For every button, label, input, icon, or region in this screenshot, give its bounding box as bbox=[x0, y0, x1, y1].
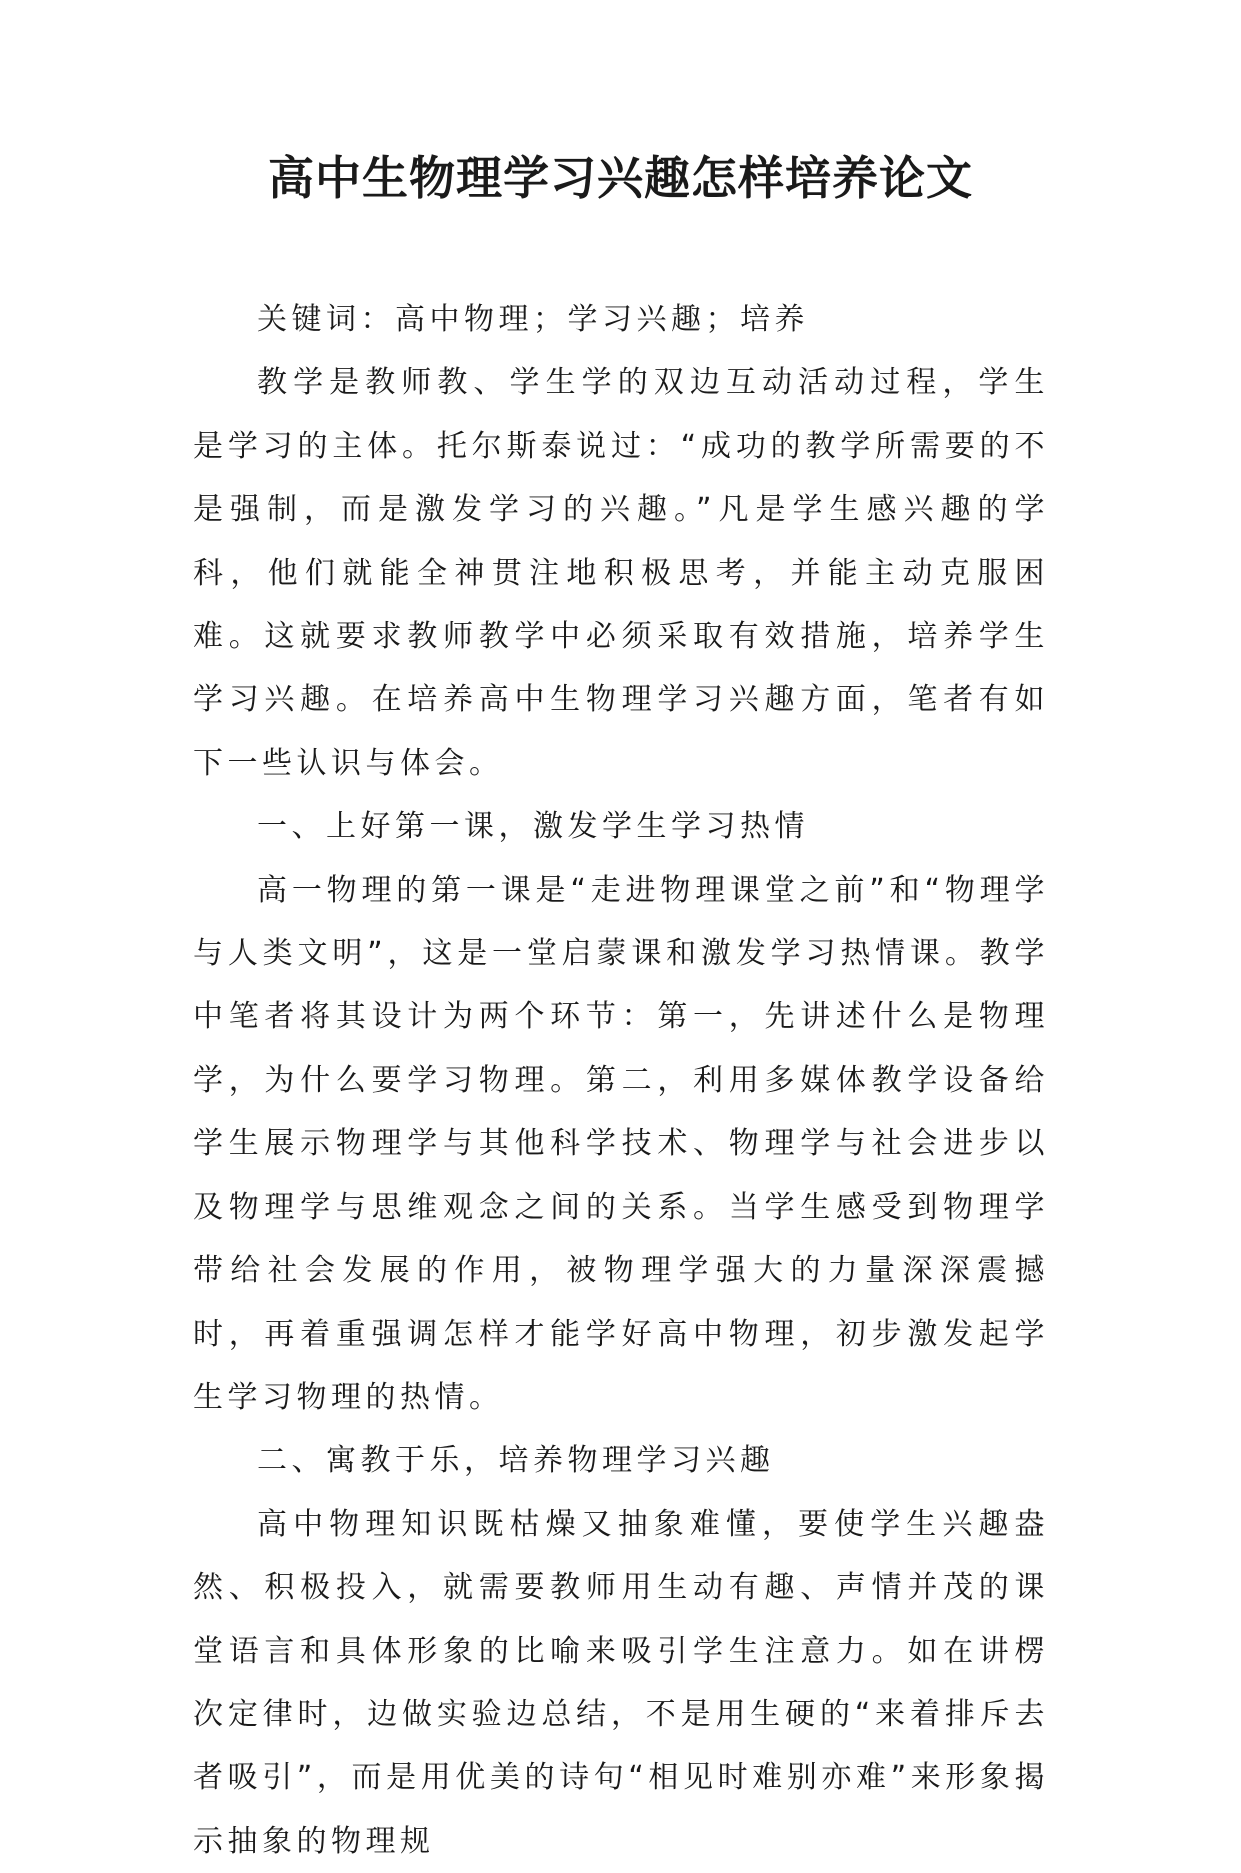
document-title: 高中生物理学习兴趣怎样培养论文 bbox=[268, 151, 973, 205]
keywords-paragraph: 关键词：高中物理；学习兴趣；培养 bbox=[257, 302, 809, 337]
section-heading-1: 一、上好第一课，激发学生学习热情 bbox=[257, 809, 809, 845]
document-body bbox=[193, 288, 1049, 1873]
section-2-paragraph: 高中物理知识既枯燥又抽象难懂，要使学生兴趣盎然、积极投入，就需要教师用生动有趣、声情并茂的课堂语言和具体形象的比喻来吸引学生注意力。如在讲楞次定律时，边做实验边总结，不是用生硬的“来着排斥去者吸引”，而是用优美的诗句“相见时难别亦难”来形象揭示抽象的物理规 bbox=[193, 1506, 1049, 1859]
section-heading-2: 二、寓教于乐，培养物理学习兴趣 bbox=[257, 1443, 775, 1479]
section-1-paragraph: 高一物理的第一课是“走进物理课堂之前”和“物理学与人类文明”，这是一堂启蒙课和激发学习热情课。教学中笔者将其设计为两个环节：第一，先讲述什么是物理学，为什么要学习物理。第二，利用多媒体教学设备给学生展示物理学与其他科学技术、物理学与社会进步以及物理学与思维观念之间的关系。当学生感受到物理学带给社会发展的作用，被物理学强大的力量深深震撼时，再着重强调怎样才能学好高中物理，初步激发起学生学习物理的热情。 bbox=[193, 872, 1049, 1415]
intro-paragraph: 教学是教师教、学生学的双边互动活动过程，学生是学习的主体。托尔斯泰说过：“成功的教学所需要的不是强制，而是激发学习的兴趣。”凡是学生感兴趣的学科，他们就能全神贯注地积极思考，并能主动克服困难。这就要求教师教学中必须采取有效措施，培养学生学习兴趣。在培养高中生物理学习兴趣方面，笔者有如下一些认识与体会。 bbox=[193, 365, 1049, 781]
